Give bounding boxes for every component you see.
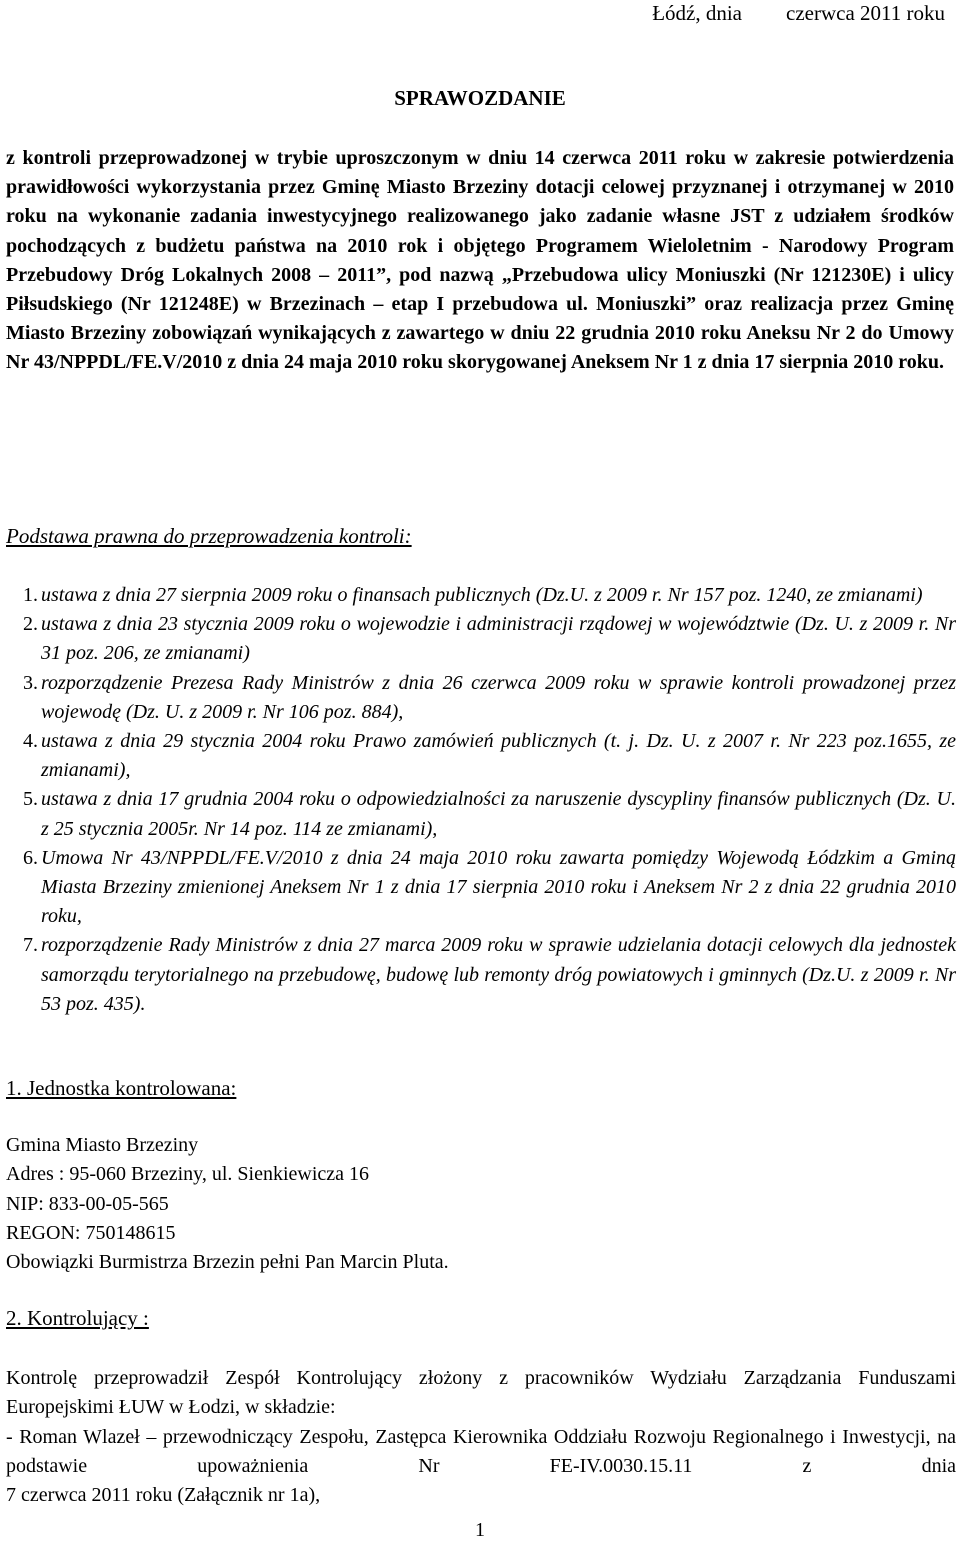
item-number: 6.: [23, 846, 38, 869]
item-text: ustawa z dnia 27 sierpnia 2009 roku o finansach publicznych (Dz.U. z 2009 r. Nr 157 poz. 1240, ze zmianami): [41, 584, 923, 606]
list-item: [6, 669, 956, 727]
list-item: [6, 785, 956, 843]
unit-name: Gmina Miasto Brzeziny: [6, 1134, 199, 1156]
document-title: SPRAWOZDANIE: [394, 86, 566, 110]
unit-mayor-note: Obowiązki Burmistrza Brzezin pełni Pan Marcin Pluta.: [6, 1251, 449, 1274]
item-text: Umowa Nr 43/NPPDL/FE.V/2010 z dnia 24 maja 2010 roku zawarta pomiędzy Wojewodą Łódzkim a Gminą Miasta Brzeziny zmienionej Aneksem Nr 1 z dnia 17 sierpnia 2010 roku i Aneksem Nr 2 z dnia 22 grudnia 2010 roku,: [41, 846, 956, 928]
list-item: [6, 610, 956, 668]
controlled-unit-details: [6, 1131, 449, 1277]
legal-basis-heading: Podstawa prawna do przeprowadzenia kontroli:: [6, 524, 412, 548]
inspection-team-paragraph: Kontrolę przeprowadził Zespół Kontrolujący złożony z pracowników Wydziału Zarządzania Funduszami Europejskimi ŁUW w Łodzi, w składzie:: [6, 1367, 956, 1419]
unit-address: Adres : 95-060 Brzeziny, ul. Sienkiewicza 16: [6, 1163, 370, 1186]
header-date-line: [652, 1, 945, 26]
header-place-date: Łódź, dnia: [652, 1, 743, 25]
item-number: 3.: [23, 671, 38, 694]
item-number: 7.: [23, 934, 38, 957]
unit-nip: NIP: 833-00-05-565: [6, 1192, 169, 1215]
team-member-line: - Roman Wlazeł – przewodniczący Zespołu, Zastępca Kierownika Oddziału Rozwoju Regionalnego i Inwestycji, na podstawie upoważnienia Nr FE-IV.0030.15.11 z dnia: [6, 1426, 956, 1478]
list-item: [6, 844, 956, 932]
subject-part-1: z kontroli przeprowadzonej w trybie uproszczonym w dniu 14 czerwca 2011 roku w zakresie potwierdzenia prawidłowości wykorzystania przez Gminę Miasto Brzeziny dotacji celowej przyznanej i otrzymanej w 2010 roku na wykonanie zadania inwestycyjnego realizowanego jako zadanie własne JST z udziałem środków pochodzących z budżetu państwa na 2010 rok i objętego Programem Wieloletnim - Narodowy Program Przebudowy Dróg Lokalnych 2008 – 2011”, pod nazwą „Przebudowa ulicy Moniuszki (Nr 121230E) i ulicy Piłsudskiego (Nr 121248E) w Brzezinach – etap I przebudowa ul.: [6, 147, 954, 316]
header-month-year: czerwca 2011 roku: [786, 1, 945, 25]
section-2-heading: 2. Kontrolujący :: [6, 1306, 149, 1330]
team-member-line-continued: 7 czerwca 2011 roku (Załącznik nr 1a),: [6, 1484, 321, 1506]
item-text: ustawa z dnia 17 grudnia 2004 roku o odpowiedzialności za naruszenie dyscypliny finansów publicznych (Dz. U. z 25 stycznia 2005r. Nr 14 poz. 114 ze zmianami),: [41, 788, 956, 840]
item-text: rozporządzenie Rady Ministrów z dnia 27 marca 2009 roku w sprawie udzielania dotacji celowych dla jednostek samorządu terytorialnego na przebudowę, budowę lub remonty dróg powiatowych i gminnych (Dz.U. z 2009 r. Nr 53 poz. 435).: [41, 934, 956, 1015]
item-text: ustawa z dnia 29 stycznia 2004 roku Prawo zamówień publicznych (t. j. Dz. U. z 2007 r. Nr 223 poz.1655, ze zmianami),: [41, 730, 956, 782]
legal-basis-list: [6, 581, 956, 1019]
item-number: 5.: [23, 788, 38, 811]
subject-part-2: Moniuszki” oraz realizacja przez Gminę Miasto Brzeziny zobowiązań wynikających z zawartego w dniu 22 grudnia 2010 roku Aneksu Nr 2 do Umowy Nr 43/NPPDL/FE.V/2010 z dnia 24 maja 2010 roku skorygowanej Aneksem Nr 1 z dnia 17 sierpnia 2010 roku.: [6, 293, 955, 374]
report-subject: [6, 144, 954, 378]
item-text: ustawa z dnia 23 stycznia 2009 roku o wojewodzie i administracji rządowej w województwie (Dz. U. z 2009 r. Nr 31 poz. 206, ze zmianami): [41, 613, 956, 665]
page-number: 1: [475, 1519, 485, 1541]
list-item: [6, 727, 956, 785]
item-number: 4.: [23, 730, 38, 753]
item-text: rozporządzenie Prezesa Rady Ministrów z dnia 26 czerwca 2009 roku w sprawie kontroli prowadzonej przez wojewodę (Dz. U. z 2009 r. Nr 106 poz. 884),: [41, 671, 956, 723]
list-item: [6, 931, 956, 1019]
item-number: 1.: [23, 584, 38, 606]
unit-regon: REGON: 750148615: [6, 1221, 176, 1244]
item-number: 2.: [23, 613, 38, 636]
section-1-heading: 1. Jednostka kontrolowana:: [6, 1076, 237, 1100]
list-item: [6, 581, 956, 610]
